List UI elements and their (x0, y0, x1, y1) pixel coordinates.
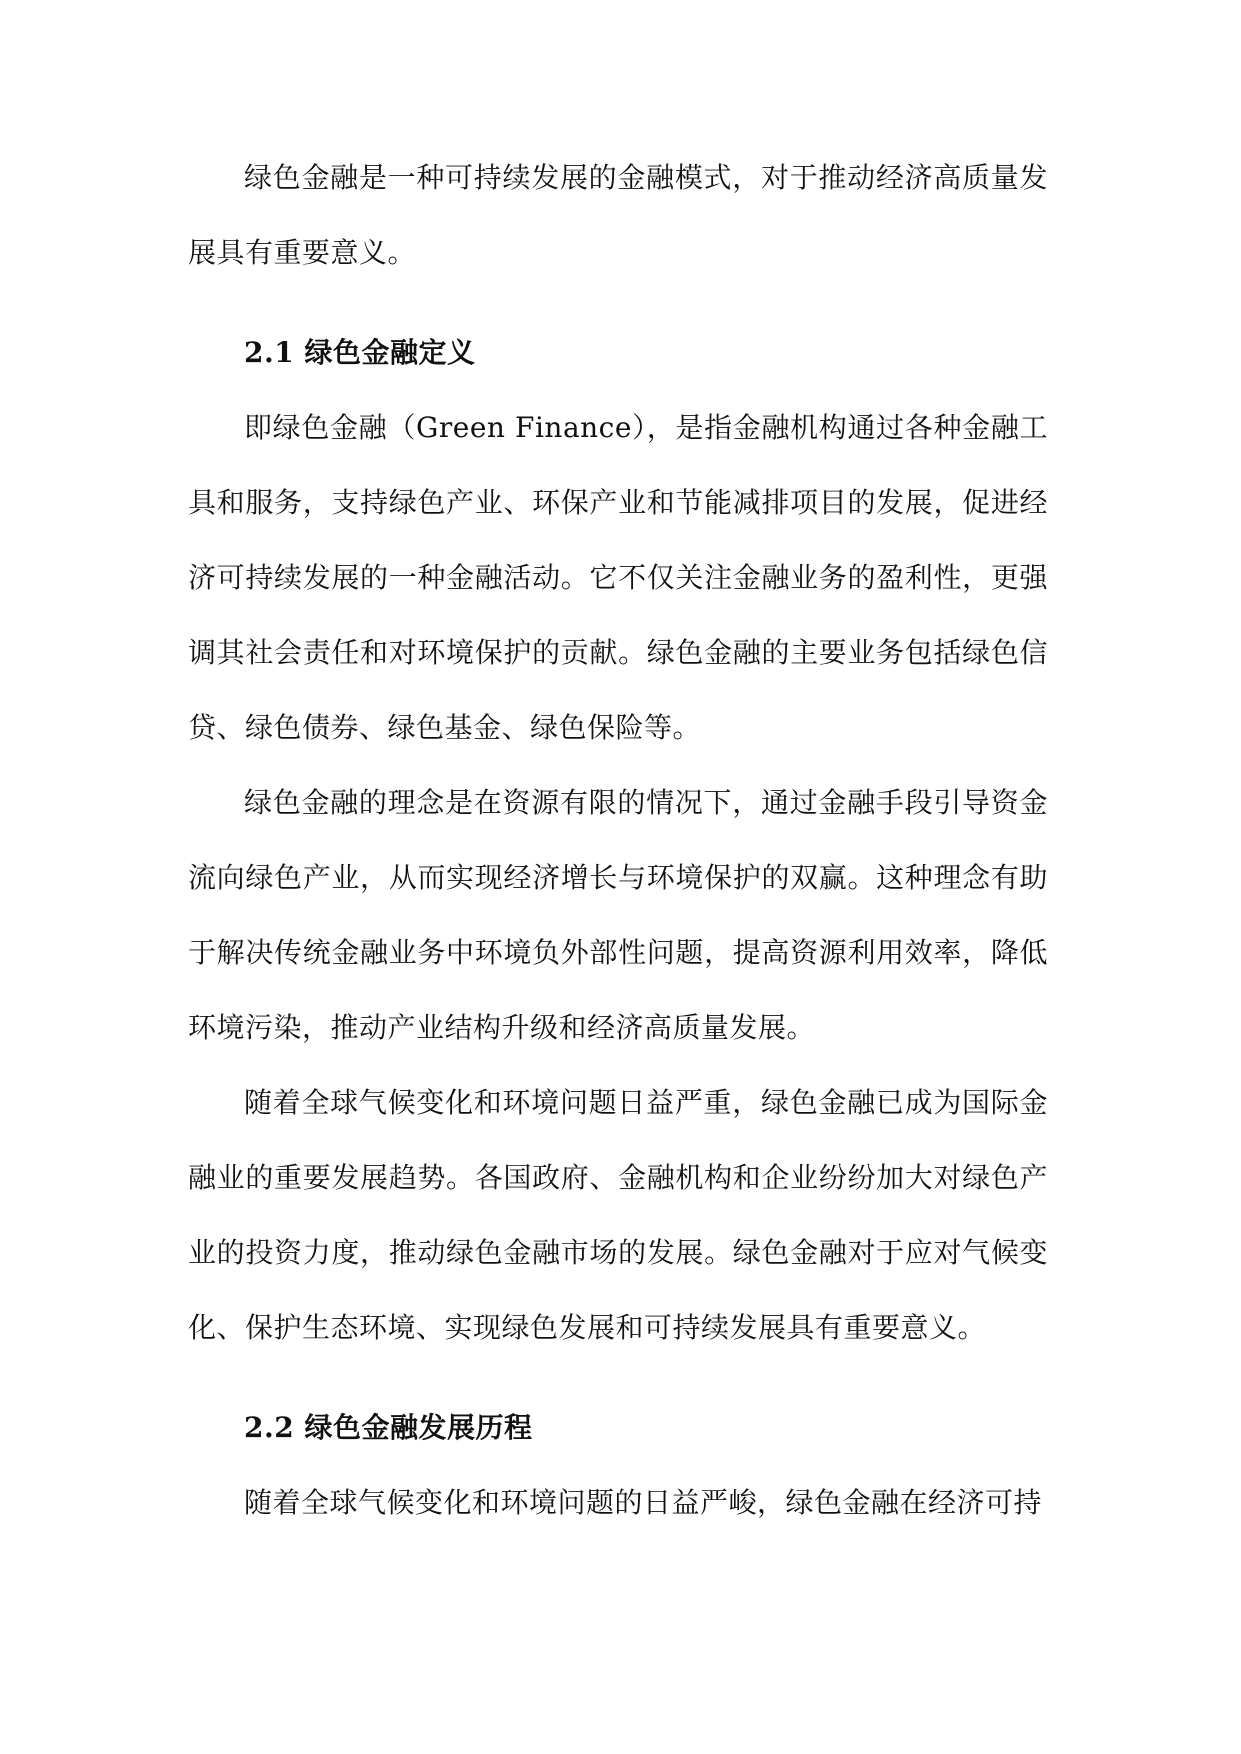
document-body (188, 140, 1048, 1540)
paragraph-2-1-2: 绿色金融的理念是在资源有限的情况下，通过金融手段引导资金流向绿色产业，从而实现经济增长与环境保护的双赢。这种理念有助于解决传统金融业务中环境负外部性问题，提高资源利用效率，降低环境污染，推动产业结构升级和经济高质量发展。 (188, 786, 1048, 1044)
paragraph-2-1-1: 即绿色金融（Green Finance），是指金融机构通过各种金融工具和服务，支持绿色产业、环保产业和节能减排项目的发展，促进经济可持续发展的一种金融活动。它不仅关注金融业务的盈利性，更强调其社会责任和对环境保护的贡献。绿色金融的主要业务包括绿色信贷、绿色债券、绿色基金、绿色保险等。 (188, 411, 1048, 744)
spacer (188, 1365, 1048, 1390)
paragraph-2-1-3: 随着全球气候变化和环境问题日益严重，绿色金融已成为国际金融业的重要发展趋势。各国政府、金融机构和企业纷纷加大对绿色产业的投资力度，推动绿色金融市场的发展。绿色金融对于应对气候变化、保护生态环境、实现绿色发展和可持续发展具有重要意义。 (188, 1086, 1048, 1344)
intro-paragraph: 绿色金融是一种可持续发展的金融模式，对于推动经济高质量发展具有重要意义。 (188, 161, 1048, 269)
section-heading-2-2: 2.2 绿色金融发展历程 (244, 1411, 533, 1444)
paragraph-2-2-1: 随着全球气候变化和环境问题的日益严峻，绿色金融在经济可持 (244, 1486, 1043, 1519)
section-heading-2-1: 2.1 绿色金融定义 (244, 336, 476, 369)
spacer (188, 290, 1048, 315)
